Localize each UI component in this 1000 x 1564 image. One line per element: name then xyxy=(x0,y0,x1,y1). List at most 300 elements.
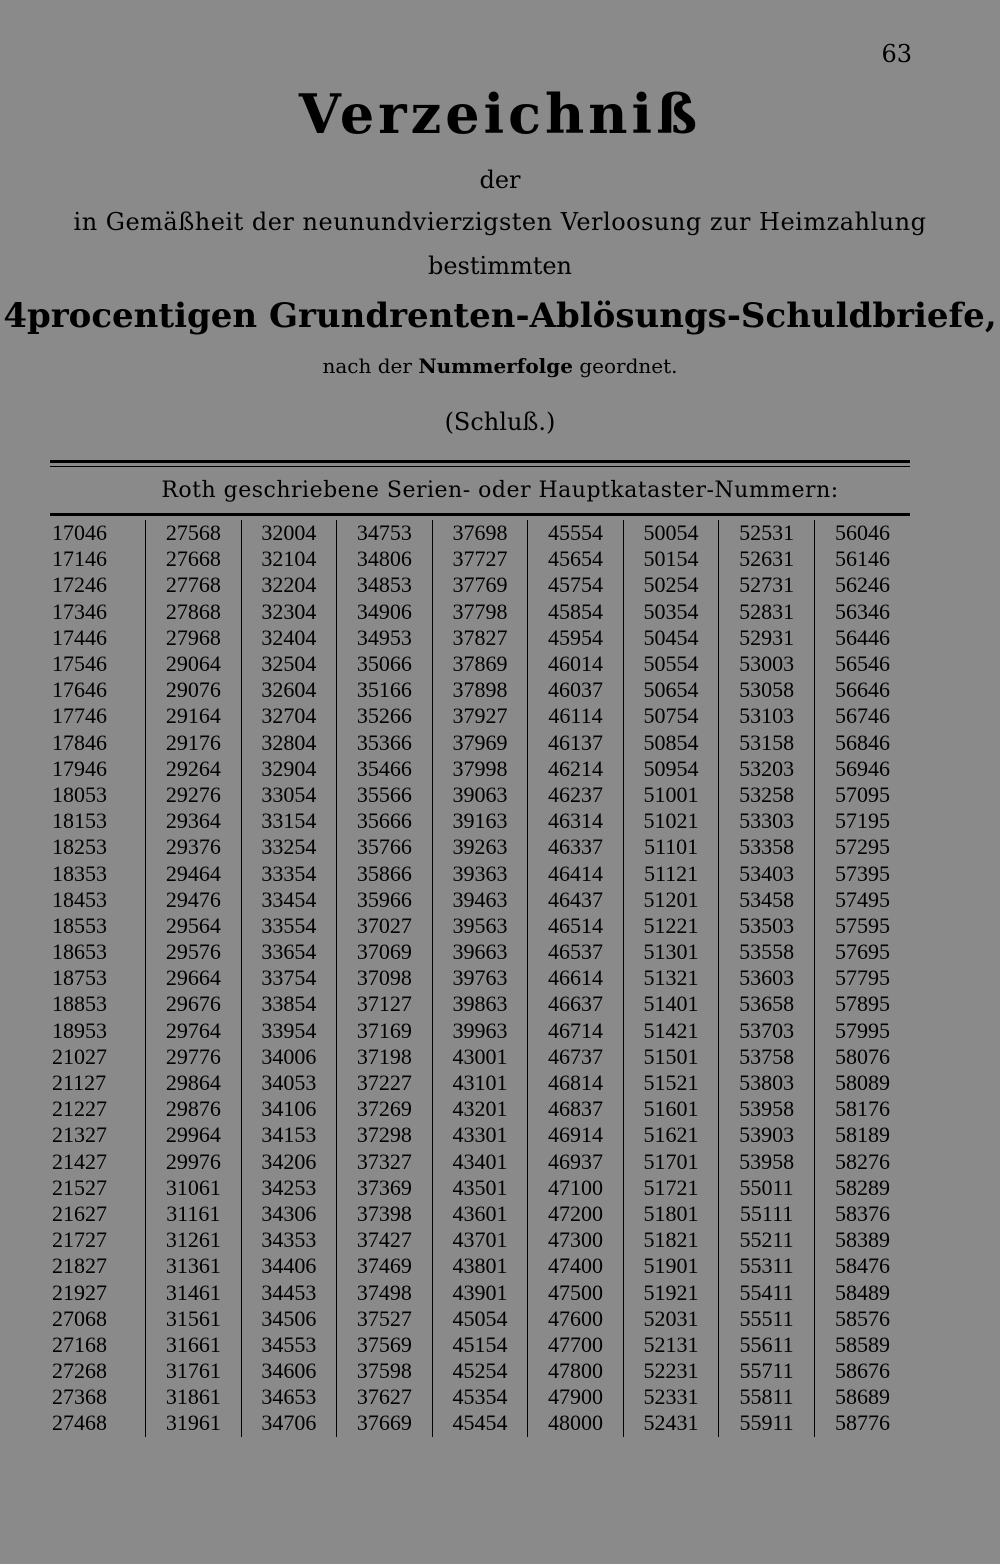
table-cell: 34253 xyxy=(241,1175,337,1201)
table-cell: 31961 xyxy=(146,1410,242,1436)
table-cell: 35966 xyxy=(337,887,433,913)
table-cell: 29064 xyxy=(146,651,242,677)
table-cell: 27068 xyxy=(52,1305,107,1331)
table-cell: 46837 xyxy=(528,1096,624,1122)
table-cell: 46914 xyxy=(528,1122,624,1148)
table-cell: 57495 xyxy=(814,887,910,913)
table-cell: 27368 xyxy=(52,1384,107,1410)
table-cell: 43501 xyxy=(432,1175,528,1201)
table-cell: 21427 xyxy=(52,1148,107,1174)
table-cell: 27968 xyxy=(146,625,242,651)
table-cell: 37269 xyxy=(337,1096,433,1122)
table-cell: 37127 xyxy=(337,991,433,1017)
table-row xyxy=(50,1096,910,1122)
table-cell: 34306 xyxy=(241,1201,337,1227)
table-cell: 29276 xyxy=(146,782,242,808)
divider-thick xyxy=(50,460,910,463)
table-cell: 47400 xyxy=(528,1253,624,1279)
table-cell: 37298 xyxy=(337,1122,433,1148)
table-cell: 46714 xyxy=(528,1018,624,1044)
table-cell: 37898 xyxy=(432,677,528,703)
table-cell: 53503 xyxy=(719,913,815,939)
table-cell: 37798 xyxy=(432,599,528,625)
page-title: Verzeichniß xyxy=(298,82,702,146)
table-cell: 18053 xyxy=(52,781,107,807)
table-cell: 43001 xyxy=(432,1044,528,1070)
table-cell: 46014 xyxy=(528,651,624,677)
number-table xyxy=(50,520,910,1437)
table-cell: 53158 xyxy=(719,730,815,756)
table-cell: 34706 xyxy=(241,1410,337,1436)
table-cell: 53458 xyxy=(719,887,815,913)
table-cell: 35766 xyxy=(337,834,433,860)
table-cell: 55011 xyxy=(719,1175,815,1201)
table-cell: 58589 xyxy=(814,1332,910,1358)
table-cell: 45854 xyxy=(528,599,624,625)
table-row xyxy=(50,1332,910,1358)
table-cell: 37398 xyxy=(337,1201,433,1227)
table-cell: 56646 xyxy=(814,677,910,703)
table-row xyxy=(50,520,910,546)
table-cell: 56246 xyxy=(814,572,910,598)
table-cell: 56446 xyxy=(814,625,910,651)
table-cell: 58089 xyxy=(814,1070,910,1096)
table-cell: 37598 xyxy=(337,1358,433,1384)
table-cell: 55211 xyxy=(719,1227,815,1253)
table-cell: 35566 xyxy=(337,782,433,808)
table-cell: 57295 xyxy=(814,834,910,860)
table-cell: 51221 xyxy=(623,913,719,939)
title-line-bestimmten: bestimmten xyxy=(427,252,573,280)
table-cell: 45354 xyxy=(432,1384,528,1410)
table-row xyxy=(50,1410,910,1436)
table-cell: 27468 xyxy=(52,1410,107,1436)
table-cell: 51601 xyxy=(623,1096,719,1122)
table-cell: 18353 xyxy=(52,860,107,886)
table-cell: 55111 xyxy=(719,1201,815,1227)
table-cell: 29376 xyxy=(146,834,242,860)
table-cell: 21327 xyxy=(52,1122,107,1148)
table-cell: 57195 xyxy=(814,808,910,834)
table-cell: 31561 xyxy=(146,1306,242,1332)
table-cell: 52731 xyxy=(719,572,815,598)
table-row xyxy=(50,1070,910,1096)
table-cell: 57095 xyxy=(814,782,910,808)
table-cell: 33754 xyxy=(241,965,337,991)
table-cell: 43401 xyxy=(432,1149,528,1175)
table-cell: 37469 xyxy=(337,1253,433,1279)
table-cell: 53558 xyxy=(719,939,815,965)
table-cell: 34053 xyxy=(241,1070,337,1096)
order-suffix: geordnet. xyxy=(579,354,678,378)
table-cell: 17946 xyxy=(52,755,107,781)
table-cell: 46314 xyxy=(528,808,624,834)
table-cell: 50354 xyxy=(623,599,719,625)
table-cell: 53658 xyxy=(719,991,815,1017)
table-cell: 37869 xyxy=(432,651,528,677)
table-cell: 35666 xyxy=(337,808,433,834)
table-cell: 37569 xyxy=(337,1332,433,1358)
table-cell: 17146 xyxy=(52,546,107,572)
table-cell: 56546 xyxy=(814,651,910,677)
table-cell: 50754 xyxy=(623,703,719,729)
table-cell: 52831 xyxy=(719,599,815,625)
table-cell: 46137 xyxy=(528,730,624,756)
table-cell: 32804 xyxy=(241,730,337,756)
table-cell: 53958 xyxy=(719,1149,815,1175)
table-cell: 43601 xyxy=(432,1201,528,1227)
table-cell: 39263 xyxy=(432,834,528,860)
table-cell: 34406 xyxy=(241,1253,337,1279)
divider-thin xyxy=(50,466,910,467)
table-row xyxy=(50,677,910,703)
table-cell: 58176 xyxy=(814,1096,910,1122)
table-cell: 55411 xyxy=(719,1279,815,1305)
table-cell: 29464 xyxy=(146,860,242,886)
table-cell: 51801 xyxy=(623,1201,719,1227)
table-cell: 51121 xyxy=(623,860,719,886)
table-cell: 45754 xyxy=(528,572,624,598)
table-cell: 29964 xyxy=(146,1122,242,1148)
table-cell: 43201 xyxy=(432,1096,528,1122)
table-cell: 33854 xyxy=(241,991,337,1017)
table-cell: 43801 xyxy=(432,1253,528,1279)
page-number: 63 xyxy=(881,40,912,68)
table-cell: 29664 xyxy=(146,965,242,991)
table-cell: 50154 xyxy=(623,546,719,572)
table-cell: 32704 xyxy=(241,703,337,729)
table-cell: 58389 xyxy=(814,1227,910,1253)
table-cell: 43101 xyxy=(432,1070,528,1096)
table-cell: 34906 xyxy=(337,599,433,625)
table-cell: 29076 xyxy=(146,677,242,703)
table-row xyxy=(50,703,910,729)
table-cell: 53758 xyxy=(719,1044,815,1070)
table-cell: 37627 xyxy=(337,1384,433,1410)
table-cell: 21827 xyxy=(52,1253,107,1279)
table-cell: 45254 xyxy=(432,1358,528,1384)
subtitle: in Gemäßheit der neunundvierzigsten Verloosung zur Heimzahlung xyxy=(73,208,927,236)
table-cell: 39063 xyxy=(432,782,528,808)
table-cell: 53903 xyxy=(719,1122,815,1148)
table-cell: 51321 xyxy=(623,965,719,991)
order-bold: Nummerfolge xyxy=(418,354,573,378)
table-cell: 46437 xyxy=(528,887,624,913)
table-cell: 39163 xyxy=(432,808,528,834)
table-cell: 46537 xyxy=(528,939,624,965)
table-cell: 35266 xyxy=(337,703,433,729)
table-cell: 47100 xyxy=(528,1175,624,1201)
table-cell: 37969 xyxy=(432,730,528,756)
table-cell: 53358 xyxy=(719,834,815,860)
table-cell: 21027 xyxy=(52,1043,107,1069)
table-cell: 52131 xyxy=(623,1332,719,1358)
table-cell: 52531 xyxy=(719,520,815,546)
table-cell: 34153 xyxy=(241,1122,337,1148)
table-cell: 46937 xyxy=(528,1149,624,1175)
table-cell: 57395 xyxy=(814,860,910,886)
table-cell: 46237 xyxy=(528,782,624,808)
table-cell: 43701 xyxy=(432,1227,528,1253)
table-row xyxy=(50,939,910,965)
table-row xyxy=(50,1018,910,1044)
table-cell: 34106 xyxy=(241,1096,337,1122)
table-cell: 53258 xyxy=(719,782,815,808)
table-cell: 34506 xyxy=(241,1306,337,1332)
table-cell: 34653 xyxy=(241,1384,337,1410)
table-row xyxy=(50,651,910,677)
table-cell: 58076 xyxy=(814,1044,910,1070)
table-cell: 33154 xyxy=(241,808,337,834)
table-cell: 34206 xyxy=(241,1149,337,1175)
table-cell: 58289 xyxy=(814,1175,910,1201)
table-cell: 29164 xyxy=(146,703,242,729)
table-cell: 29576 xyxy=(146,939,242,965)
table-cell: 53958 xyxy=(719,1096,815,1122)
table-row xyxy=(50,625,910,651)
table-row xyxy=(50,756,910,782)
table-cell: 51901 xyxy=(623,1253,719,1279)
table-cell: 39963 xyxy=(432,1018,528,1044)
table-row xyxy=(50,1358,910,1384)
table-cell: 57795 xyxy=(814,965,910,991)
table-cell: 47300 xyxy=(528,1227,624,1253)
table-cell: 51021 xyxy=(623,808,719,834)
table-cell: 50954 xyxy=(623,756,719,782)
table-cell: 57995 xyxy=(814,1018,910,1044)
table-cell: 32404 xyxy=(241,625,337,651)
table-cell: 35366 xyxy=(337,730,433,756)
table-cell: 33454 xyxy=(241,887,337,913)
table-cell: 32204 xyxy=(241,572,337,598)
order-prefix: nach der xyxy=(322,354,412,378)
table-cell: 18453 xyxy=(52,886,107,912)
conclusion-label: (Schluß.) xyxy=(444,408,556,436)
table-cell: 50654 xyxy=(623,677,719,703)
table-cell: 39463 xyxy=(432,887,528,913)
table-cell: 39663 xyxy=(432,939,528,965)
table-row xyxy=(50,1279,910,1305)
table-cell: 21927 xyxy=(52,1279,107,1305)
table-cell: 37369 xyxy=(337,1175,433,1201)
table-cell: 58489 xyxy=(814,1279,910,1305)
table-row xyxy=(50,1044,910,1070)
table-cell: 53403 xyxy=(719,860,815,886)
table-row xyxy=(50,782,910,808)
table-row xyxy=(50,887,910,913)
table-cell: 21727 xyxy=(52,1227,107,1253)
table-cell: 51201 xyxy=(623,887,719,913)
table-cell: 55711 xyxy=(719,1358,815,1384)
table-cell: 52631 xyxy=(719,546,815,572)
table-cell: 53703 xyxy=(719,1018,815,1044)
table-row xyxy=(50,1149,910,1175)
table-cell: 31461 xyxy=(146,1279,242,1305)
table-cell: 46514 xyxy=(528,913,624,939)
table-cell: 32904 xyxy=(241,756,337,782)
table-cell: 50054 xyxy=(623,520,719,546)
table-cell: 53103 xyxy=(719,703,815,729)
table-cell: 31761 xyxy=(146,1358,242,1384)
table-cell: 45454 xyxy=(432,1410,528,1436)
table-cell: 52931 xyxy=(719,625,815,651)
table-cell: 29776 xyxy=(146,1044,242,1070)
table-cell: 51501 xyxy=(623,1044,719,1070)
table-cell: 31661 xyxy=(146,1332,242,1358)
table-cell: 39763 xyxy=(432,965,528,991)
table-cell: 56746 xyxy=(814,703,910,729)
table-cell: 46637 xyxy=(528,991,624,1017)
table-cell: 37327 xyxy=(337,1149,433,1175)
table-cell: 31161 xyxy=(146,1201,242,1227)
table-cell: 17646 xyxy=(52,677,107,703)
table-cell: 57595 xyxy=(814,913,910,939)
table-cell: 43901 xyxy=(432,1279,528,1305)
table-cell: 58689 xyxy=(814,1384,910,1410)
table-cell: 51001 xyxy=(623,782,719,808)
table-cell: 31061 xyxy=(146,1175,242,1201)
table-cell: 37698 xyxy=(432,520,528,546)
table-cell: 27768 xyxy=(146,572,242,598)
table-row xyxy=(50,730,910,756)
table-cell: 58576 xyxy=(814,1306,910,1332)
table-cell: 46737 xyxy=(528,1044,624,1070)
table-cell: 45654 xyxy=(528,546,624,572)
table-cell: 37669 xyxy=(337,1410,433,1436)
table-cell: 55911 xyxy=(719,1410,815,1436)
table-cell: 51701 xyxy=(623,1149,719,1175)
table-row xyxy=(50,1384,910,1410)
table-cell: 34006 xyxy=(241,1044,337,1070)
table-cell: 34353 xyxy=(241,1227,337,1253)
table-cell: 29864 xyxy=(146,1070,242,1096)
table-cell: 33054 xyxy=(241,782,337,808)
table-cell: 33654 xyxy=(241,939,337,965)
table-cell: 27868 xyxy=(146,599,242,625)
table-row xyxy=(50,965,910,991)
table-row xyxy=(50,1253,910,1279)
table-cell: 34853 xyxy=(337,572,433,598)
divider-table-top xyxy=(50,513,910,516)
table-cell: 50554 xyxy=(623,651,719,677)
table-cell: 37527 xyxy=(337,1306,433,1332)
table-cell: 55811 xyxy=(719,1384,815,1410)
table-cell: 17046 xyxy=(52,520,107,546)
table-row xyxy=(50,808,910,834)
table-cell: 58276 xyxy=(814,1149,910,1175)
table-cell: 27568 xyxy=(146,520,242,546)
table-cell: 17346 xyxy=(52,598,107,624)
table-cell: 34953 xyxy=(337,625,433,651)
table-cell: 46214 xyxy=(528,756,624,782)
table-cell: 32104 xyxy=(241,546,337,572)
table-cell: 45054 xyxy=(432,1306,528,1332)
table-cell: 18553 xyxy=(52,912,107,938)
table-cell: 29876 xyxy=(146,1096,242,1122)
table-cell: 47200 xyxy=(528,1201,624,1227)
table-cell: 50254 xyxy=(623,572,719,598)
table-cell: 37027 xyxy=(337,913,433,939)
table-row xyxy=(50,1201,910,1227)
table-row xyxy=(50,1175,910,1201)
table-cell: 53003 xyxy=(719,651,815,677)
table-header: Roth geschriebene Serien- oder Hauptkataster-Nummern: xyxy=(161,478,839,503)
table-cell: 37427 xyxy=(337,1227,433,1253)
table-cell: 29976 xyxy=(146,1149,242,1175)
table-cell: 34806 xyxy=(337,546,433,572)
table-cell: 53603 xyxy=(719,965,815,991)
table-cell: 53303 xyxy=(719,808,815,834)
table-cell: 29676 xyxy=(146,991,242,1017)
table-cell: 29364 xyxy=(146,808,242,834)
table-cell: 39863 xyxy=(432,991,528,1017)
table-cell: 33554 xyxy=(241,913,337,939)
table-cell: 37727 xyxy=(432,546,528,572)
table-cell: 45154 xyxy=(432,1332,528,1358)
table-cell: 53203 xyxy=(719,756,815,782)
table-cell: 39563 xyxy=(432,913,528,939)
table-cell: 45554 xyxy=(528,520,624,546)
table-cell: 34553 xyxy=(241,1332,337,1358)
title-line-der: der xyxy=(479,166,521,194)
table-cell: 58776 xyxy=(814,1410,910,1436)
table-cell: 34453 xyxy=(241,1279,337,1305)
table-row xyxy=(50,1227,910,1253)
table-cell: 37998 xyxy=(432,756,528,782)
table-row xyxy=(50,913,910,939)
table-cell: 17246 xyxy=(52,572,107,598)
main-title: 4procentigen Grundrenten-Ablösungs-Schuldbriefe, xyxy=(3,296,997,336)
table-cell: 18953 xyxy=(52,1017,107,1043)
table-cell: 47800 xyxy=(528,1358,624,1384)
table-cell: 32504 xyxy=(241,651,337,677)
table-cell: 56146 xyxy=(814,546,910,572)
table-cell: 29264 xyxy=(146,756,242,782)
table-cell: 18253 xyxy=(52,834,107,860)
table-cell: 29764 xyxy=(146,1018,242,1044)
table-cell: 58189 xyxy=(814,1122,910,1148)
table-cell: 17546 xyxy=(52,651,107,677)
table-cell: 21627 xyxy=(52,1200,107,1226)
table-cell: 48000 xyxy=(528,1410,624,1436)
table-cell: 17446 xyxy=(52,624,107,650)
table-cell: 37169 xyxy=(337,1018,433,1044)
table-row xyxy=(50,1122,910,1148)
table-cell: 46114 xyxy=(528,703,624,729)
table-cell: 37198 xyxy=(337,1044,433,1070)
table-row xyxy=(50,991,910,1017)
table-cell: 55311 xyxy=(719,1253,815,1279)
table-cell: 37069 xyxy=(337,939,433,965)
table-cell: 31861 xyxy=(146,1384,242,1410)
table-cell: 51621 xyxy=(623,1122,719,1148)
table-cell: 51421 xyxy=(623,1018,719,1044)
table-cell: 47600 xyxy=(528,1306,624,1332)
table-cell: 37927 xyxy=(432,703,528,729)
table-cell: 52331 xyxy=(623,1384,719,1410)
table-row xyxy=(50,546,910,572)
table-cell: 51401 xyxy=(623,991,719,1017)
table-cell: 39363 xyxy=(432,860,528,886)
table-cell: 37227 xyxy=(337,1070,433,1096)
table-cell: 37769 xyxy=(432,572,528,598)
table-cell: 32304 xyxy=(241,599,337,625)
table-cell: 29476 xyxy=(146,887,242,913)
table-cell: 18753 xyxy=(52,965,107,991)
table-cell: 29564 xyxy=(146,913,242,939)
table-cell: 32604 xyxy=(241,677,337,703)
table-cell: 37498 xyxy=(337,1279,433,1305)
